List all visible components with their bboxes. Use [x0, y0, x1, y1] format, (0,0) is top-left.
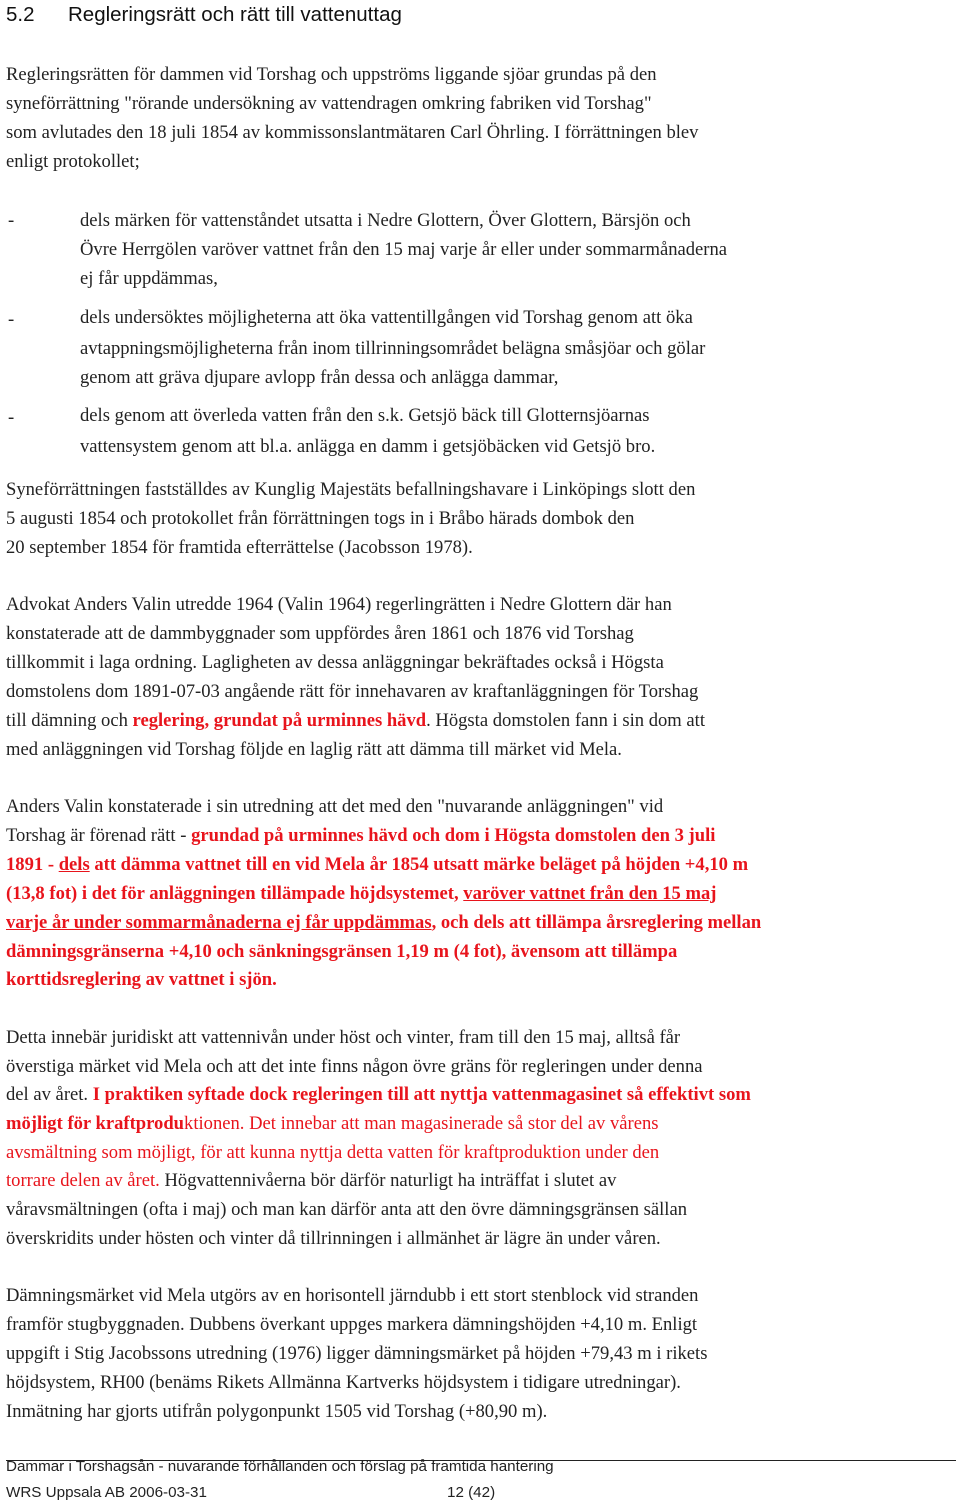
text-line: Anders Valin konstaterade i sin utredning att det med den "nuvarande anläggningen" vid: [6, 796, 664, 817]
section-title: Regleringsrätt och rätt till vattenuttag: [68, 3, 402, 26]
text-line: syneförrättning "rörande undersökning av vattendragen omkring fabriken vid Torshag": [6, 93, 652, 114]
footer-company-date: WRS Uppsala AB 2006-03-31: [6, 1484, 207, 1501]
text-line: Syneförrättningen fastställdes av Kunglig Majestäts befallningshavare i Linköpings slott den: [6, 479, 696, 500]
text-line: Advokat Anders Valin utredde 1964 (Valin 1964) regerlingrätten i Nedre Glottern där han: [6, 594, 672, 615]
footer-title: Dammar i Torshagsån - nuvarande förhållanden och förslag på framtida hantering: [6, 1458, 554, 1475]
underlined-emphasis-text: varje år under sommarmånaderna ej får uppdämmas: [6, 912, 432, 933]
footer-rule: [6, 1460, 956, 1461]
text-line: Inmätning har gjorts utifrån polygonpunkt 1505 vid Torshag (+80,90 m).: [6, 1401, 548, 1422]
red-text: ktionen. Det innebar att man magasinerade så stor del av vårens: [184, 1113, 659, 1134]
footer-page-number: 12 (42): [447, 1484, 496, 1501]
bullet-dash: -: [8, 309, 15, 330]
text-line: ej får uppdämmas,: [80, 268, 218, 289]
text-run: till dämning och: [6, 710, 133, 731]
bullet-dash: -: [8, 407, 15, 428]
emphasis-text: reglering, grundat på urminnes hävd: [132, 710, 427, 731]
emphasis-text: I praktiken syftade dock regleringen till att nyttja vattenmagasinet så effektivt som: [92, 1084, 751, 1105]
text-run: . Högsta domstolen fann i sin dom att: [426, 710, 705, 731]
text-line: Detta innebär juridiskt att vattennivån under höst och vinter, fram till den 15 maj, alltså får: [6, 1027, 681, 1048]
text-run: del av året.: [6, 1084, 93, 1105]
emphasis-text: att dämma vattnet till en vid Mela år 1854 utsatt märke beläget på höjden +4,10 m: [89, 854, 749, 875]
text-line: genom att gräva djupare avlopp från dessa och anlägga dammar,: [80, 367, 559, 388]
text-line: som avlutades den 18 juli 1854 av kommissonslantmätaren Carl Öhrling. I förrättningen blev: [6, 122, 699, 143]
text-run: Högvattennivåerna bör därför naturligt ha inträffat i slutet av: [164, 1170, 617, 1191]
section-number: 5.2: [6, 3, 35, 26]
text-line: dels genom att överleda vatten från den s.k. Getsjö bäck till Glotternsjöarnas: [80, 405, 650, 426]
underlined-emphasis-text: varöver vattnet från den 15 maj: [463, 883, 717, 904]
text-line: våravsmältningen (ofta i maj) och man kan därför anta att den övre dämningsgränsen sällan: [6, 1199, 688, 1220]
text-line: vattensystem genom att bl.a. anlägga en damm i getsjöbäcken vid Getsjö bro.: [80, 436, 656, 457]
text-line: Dämningsmärket vid Mela utgörs av en horisontell järndubb i ett stort stenblock vid stranden: [6, 1285, 699, 1306]
red-line: avsmältning som möjligt, för att kunna nyttja detta vatten för kraftproduktion under den: [6, 1142, 660, 1163]
text-line: [6, 1081, 751, 1109]
text-line: [6, 707, 705, 735]
text-line: [6, 909, 761, 937]
text-line: Regleringsrätten för dammen vid Torshag och uppströms liggande sjöar grundas på den: [6, 64, 657, 85]
text-line: överskridits under hösten och vinter då tillrinningen i allmänhet är lägre än under våren.: [6, 1228, 661, 1249]
emphasis-text: 1891 -: [6, 854, 59, 875]
emphasis-line: dämningsgränserna +4,10 och sänkningsgränsen 1,19 m (4 fot), ävensom att tillämpa: [6, 941, 678, 962]
text-run: Torshag är förenad rätt -: [6, 825, 192, 846]
text-line: [6, 1167, 616, 1195]
emphasis-line: korttidsreglering av vattnet i sjön.: [6, 969, 277, 990]
text-line: uppgift i Stig Jacobssons utredning (1976) ligger dämningsmärket på höjden +79,43 m i rikets: [6, 1343, 708, 1364]
emphasis-text: , och dels att tillämpa årsreglering mellan: [431, 912, 762, 933]
emphasis-text: möjligt för kraftprodu: [6, 1113, 185, 1134]
text-line: [6, 880, 716, 908]
text-line: 20 september 1854 för framtida efterrättelse (Jacobsson 1978).: [6, 537, 473, 558]
text-line: tillkommit i laga ordning. Lagligheten av dessa anläggningar bekräftades också i Högsta: [6, 652, 664, 673]
section-heading: [6, 0, 946, 30]
text-line: dels undersöktes möjligheterna att öka vattentillgången vid Torshag genom att öka: [80, 307, 693, 328]
bullet-dash: -: [8, 210, 15, 231]
text-line: avtappningsmöjligheterna från inom tillrinningsområdet belägna småsjöar och gölar: [80, 338, 706, 359]
emphasis-text: (13,8 fot) i det för anläggningen tillämpade höjdsystemet,: [6, 883, 464, 904]
text-line: dels märken för vattenståndet utsatta i Nedre Glottern, Över Glottern, Bärsjön och: [80, 210, 691, 231]
text-line: [6, 851, 748, 879]
text-line: Övre Herrgölen varöver vattnet från den 15 maj varje år eller under sommarmånaderna: [80, 239, 728, 260]
text-line: [6, 1110, 659, 1138]
text-line: [6, 822, 715, 850]
text-line: framför stugbyggnaden. Dubbens överkant uppges markera dämningshöjden +4,10 m. Enligt: [6, 1314, 698, 1335]
text-line: höjdsystem, RH00 (benäms Rikets Allmänna Kartverks höjdsystem i tidigare utredningar).: [6, 1372, 681, 1393]
red-text: torrare delen av året.: [6, 1170, 165, 1191]
text-line: överstiga märket vid Mela och att det inte finns någon övre gräns för regleringen under denna: [6, 1056, 703, 1077]
text-line: med anläggningen vid Torshag följde en laglig rätt att dämma till märket vid Mela.: [6, 739, 622, 760]
text-line: 5 augusti 1854 och protokollet från förrättningen togs in i Bråbo härads dombok den: [6, 508, 635, 529]
underlined-emphasis-text: dels: [58, 854, 90, 875]
emphasis-text: grundad på urminnes hävd och dom i Högsta domstolen den 3 juli: [191, 825, 716, 846]
text-line: enligt protokollet;: [6, 151, 140, 172]
text-line: domstolens dom 1891-07-03 angående rätt för innehavaren av kraftanläggningen för Torshag: [6, 681, 699, 702]
text-line: konstaterade att de dammbyggnader som uppfördes åren 1861 och 1876 vid Torshag: [6, 623, 634, 644]
